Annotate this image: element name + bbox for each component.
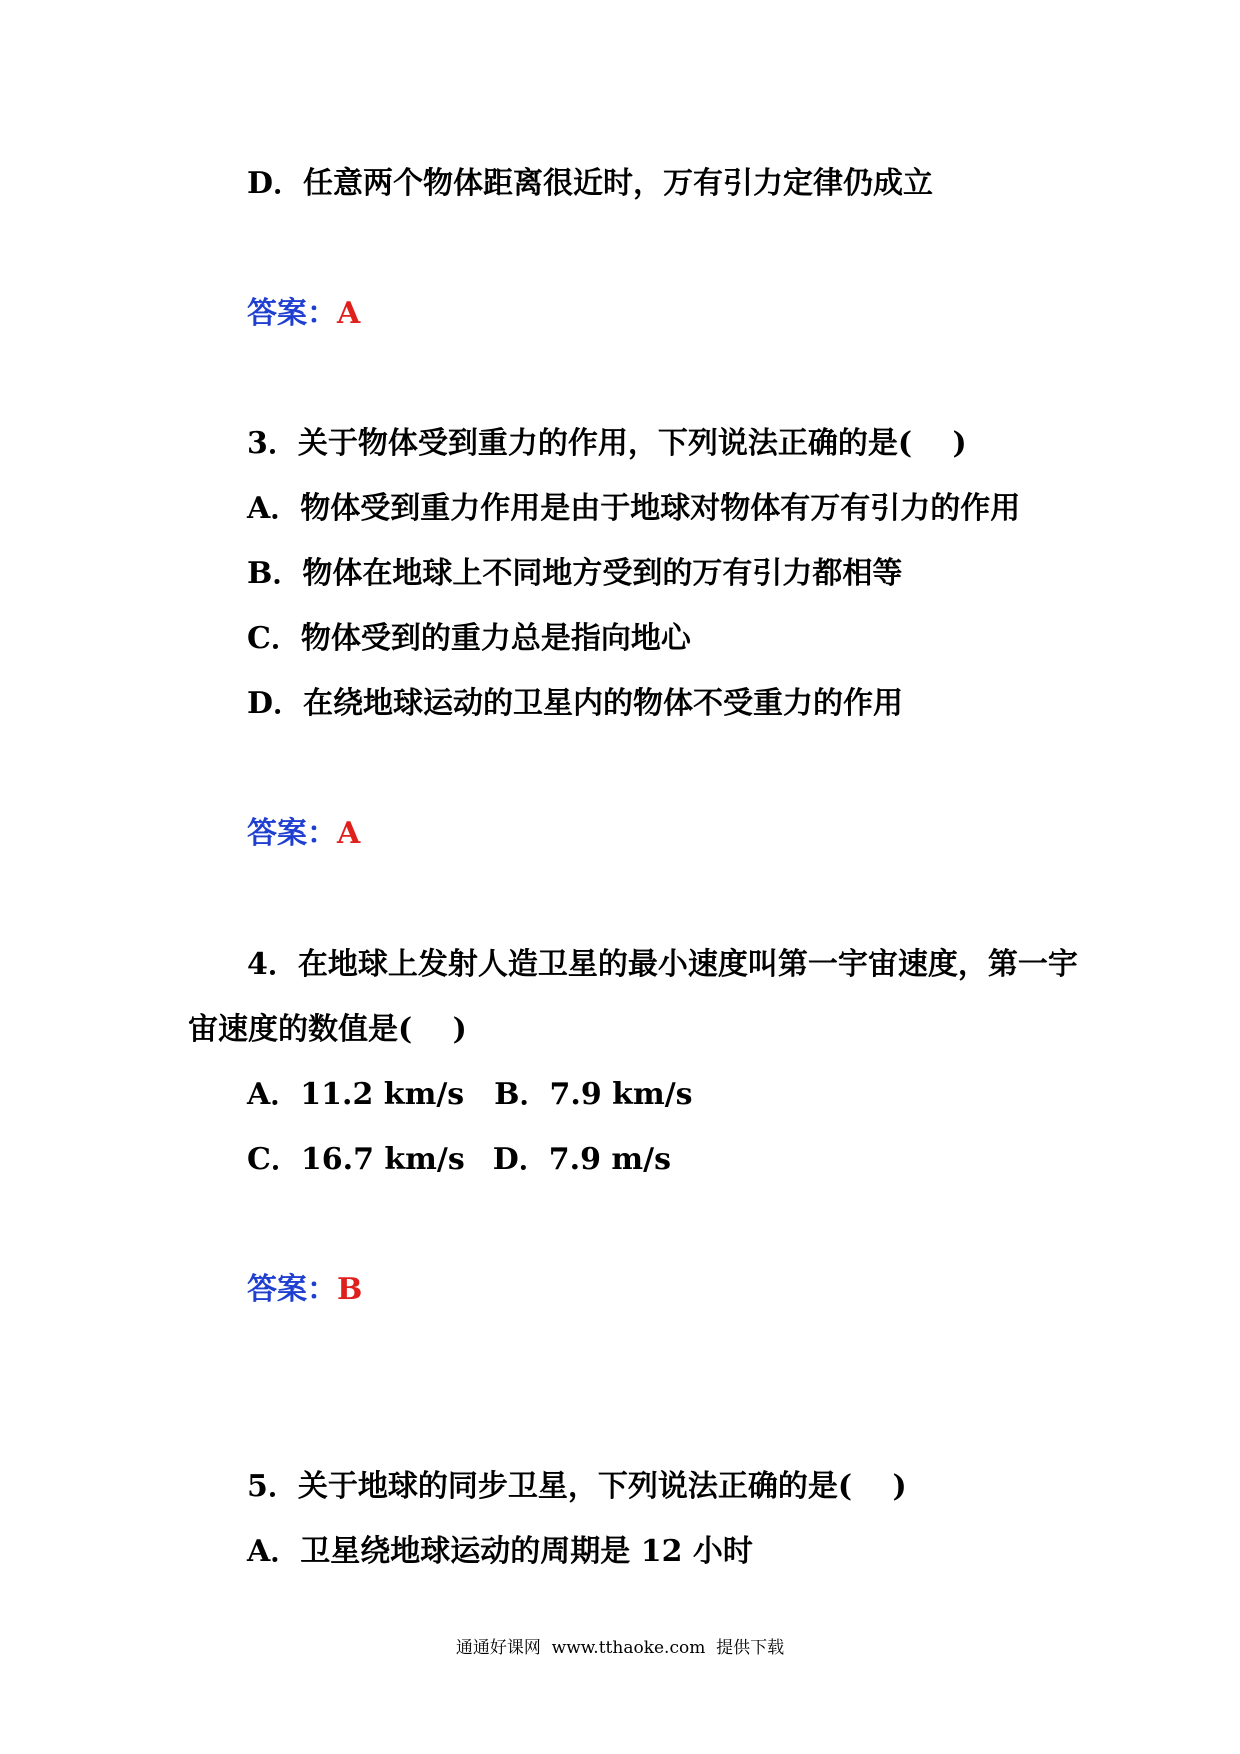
q4-options-row1 bbox=[247, 1075, 693, 1115]
answer-value: A bbox=[337, 816, 361, 851]
page-footer: 通通好课网 www.tthaoke.com 提供下载 bbox=[455, 1638, 785, 1658]
q4-option-c: C．16.7 km/s bbox=[247, 1142, 465, 1177]
q2-answer bbox=[247, 294, 360, 334]
q5-option-a: A．卫星绕地球运动的周期是 12 小时 bbox=[247, 1534, 753, 1569]
q2-option-d: D．任意两个物体距离很近时，万有引力定律仍成立 bbox=[247, 166, 934, 201]
q4-option-d: D．7.9 m/s bbox=[492, 1142, 672, 1177]
q4-option-a: A．11.2 km/s bbox=[247, 1077, 465, 1112]
q4-answer bbox=[247, 1270, 362, 1310]
q4-stem-line1: 4．在地球上发射人造卫星的最小速度叫第一宇宙速度，第一宇 bbox=[247, 947, 1078, 982]
q5-stem: 5．关于地球的同步卫星，下列说法正确的是( ) bbox=[247, 1469, 907, 1504]
answer-value: B bbox=[337, 1272, 363, 1307]
answer-value: A bbox=[337, 296, 361, 331]
q3-option-b: B．物体在地球上不同地方受到的万有引力都相等 bbox=[247, 556, 903, 591]
q3-option-c: C．物体受到的重力总是指向地心 bbox=[247, 621, 691, 656]
answer-label: 答案： bbox=[247, 816, 337, 851]
q3-option-a: A．物体受到重力作用是由于地球对物体有万有引力的作用 bbox=[247, 491, 1021, 526]
q3-stem: 3．关于物体受到重力的作用，下列说法正确的是( ) bbox=[247, 426, 967, 461]
q3-answer bbox=[247, 814, 360, 854]
q3-option-d: D．在绕地球运动的卫星内的物体不受重力的作用 bbox=[247, 686, 904, 721]
q4-option-b: B．7.9 km/s bbox=[494, 1077, 693, 1112]
q4-options-row2 bbox=[247, 1140, 671, 1180]
answer-label: 答案： bbox=[247, 296, 337, 331]
q4-stem-line2: 宙速度的数值是( ) bbox=[188, 1012, 467, 1047]
answer-label: 答案： bbox=[247, 1272, 337, 1307]
